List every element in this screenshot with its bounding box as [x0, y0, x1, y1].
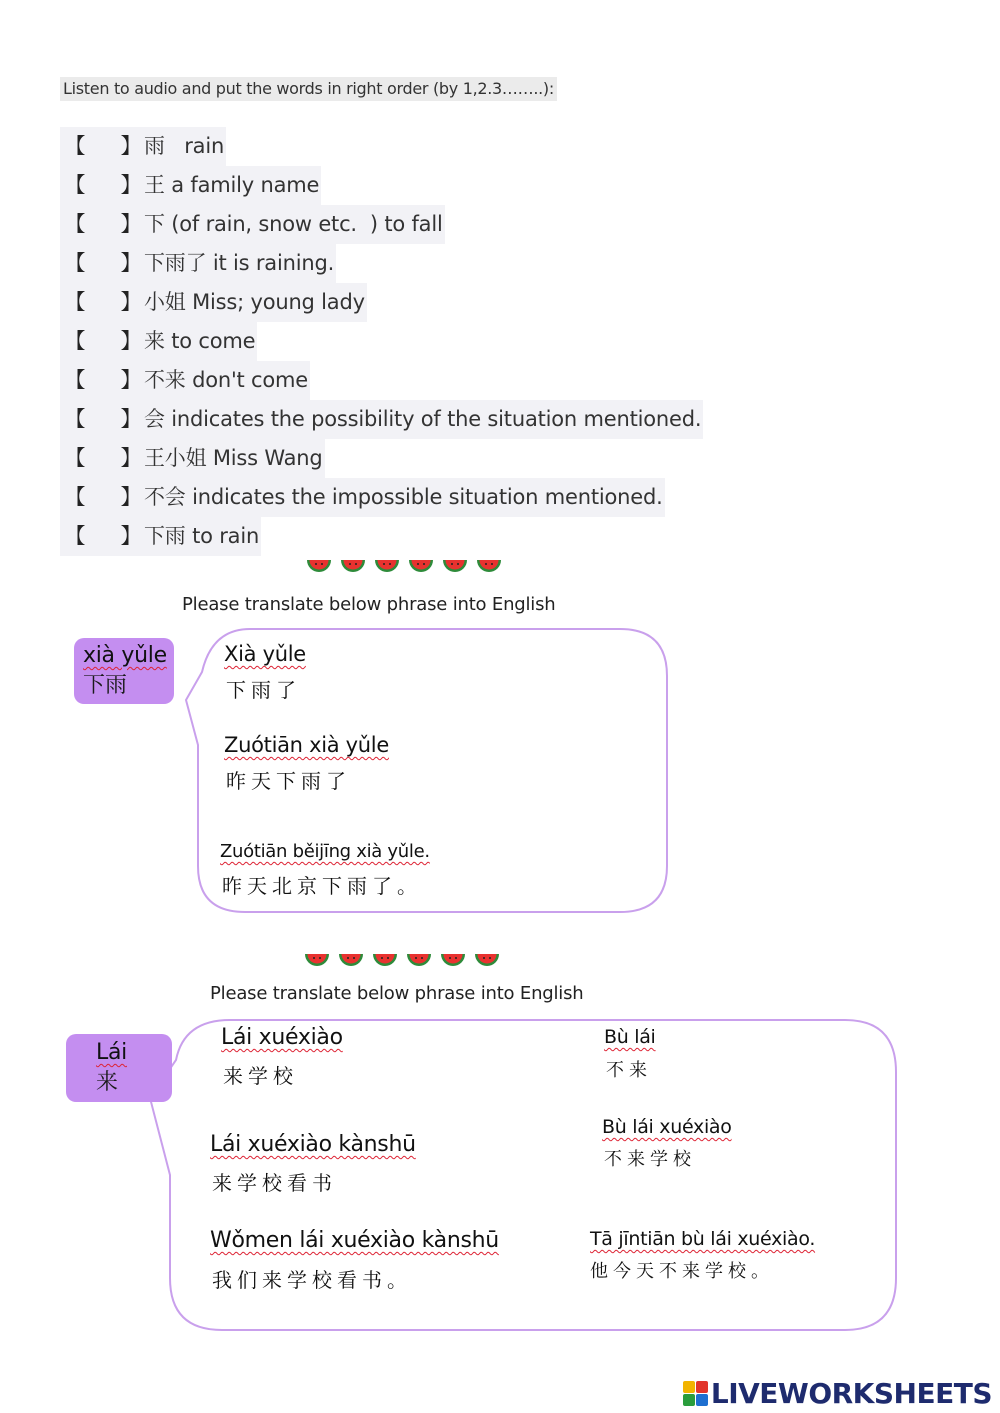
right-bracket: 】: [120, 524, 142, 548]
phrase-pinyin: Bù lái: [604, 1026, 656, 1048]
left-bracket: 【: [64, 407, 86, 431]
left-bracket: 【: [64, 134, 86, 158]
vocab-text: 下雨 to rain: [144, 524, 260, 548]
tag-pinyin: xià yǔle: [83, 643, 167, 668]
tag-pinyin: Lái: [96, 1040, 127, 1065]
right-bracket: 】: [120, 485, 142, 509]
left-bracket: 【: [64, 446, 86, 470]
phrase-pinyin: Bù lái xuéxiào: [602, 1116, 732, 1138]
phrase-chinese: 来学校: [223, 1064, 298, 1088]
right-bracket: 】: [120, 290, 142, 314]
phrase-pinyin: Zuótiān běijīng xià yǔle.: [220, 841, 430, 862]
left-bracket: 【: [64, 212, 86, 236]
vocab-text: 王 a family name: [144, 173, 320, 197]
phrase-chinese: 昨天北京下雨了。: [222, 874, 422, 898]
phrase-chinese: 他今天不来学校。: [590, 1261, 774, 1282]
phrase-pinyin: Zuótiān xià yǔle: [224, 733, 389, 757]
right-bracket: 】: [120, 173, 142, 197]
watermelon-icon: [305, 954, 329, 966]
phrase-pinyin: Lái xuéxiào: [221, 1025, 343, 1050]
phrase-chinese: 来学校看书: [212, 1171, 337, 1195]
section2-prompt: Please translate below phrase into English: [210, 983, 584, 1004]
instruction-text: Listen to audio and put the words in right order (by 1,2.3……..):: [60, 77, 557, 101]
vocab-text: 下 (of rain, snow etc. ) to fall: [144, 212, 443, 236]
phrase-pinyin: Xià yǔle: [224, 642, 306, 666]
right-bracket: 】: [120, 134, 142, 158]
vocab-text: 王小姐 Miss Wang: [144, 446, 323, 470]
watermelon-icon: [441, 954, 465, 966]
phrase-chinese: 下雨了: [226, 678, 301, 702]
vocab-text: 下雨了 it is raining.: [144, 251, 335, 275]
right-bracket: 】: [120, 212, 142, 236]
liveworksheets-logo-icon: [683, 1381, 709, 1407]
vocab-text: 小姐 Miss; young lady: [144, 290, 365, 314]
watermelon-icon: [373, 954, 397, 966]
section1-prompt: Please translate below phrase into English: [182, 594, 556, 615]
section1-tag: [74, 638, 174, 704]
phrase-chinese: 不来学校: [604, 1149, 696, 1170]
section2-tag: [66, 1034, 172, 1102]
left-bracket: 【: [64, 485, 86, 509]
vocab-text: 会 indicates the possibility of the situation mentioned.: [144, 407, 702, 431]
phrase-chinese: 我们来学校看书。: [212, 1268, 412, 1292]
right-bracket: 】: [120, 368, 142, 392]
phrase-chinese: 昨天下雨了: [226, 769, 351, 793]
left-bracket: 【: [64, 368, 86, 392]
phrase-pinyin: Wǒmen lái xuéxiào kànshū: [210, 1228, 499, 1253]
vocab-text: 雨 rain: [144, 134, 225, 158]
right-bracket: 】: [120, 446, 142, 470]
watermelon-icon: [339, 954, 363, 966]
left-bracket: 【: [64, 251, 86, 275]
tag-chinese: 来: [96, 1070, 119, 1095]
watermelon-divider: [303, 950, 503, 970]
left-bracket: 【: [64, 329, 86, 353]
phrase-chinese: 不来: [606, 1060, 652, 1081]
phrase-pinyin: Lái xuéxiào kànshū: [210, 1132, 416, 1157]
vocab-text: 来 to come: [144, 329, 256, 353]
tag-chinese: 下雨: [83, 673, 128, 698]
logo-text: LIVEWORKSHEETS: [710, 1377, 992, 1410]
vocab-text: 不来 don't come: [144, 368, 309, 392]
watermelon-icon: [475, 954, 499, 966]
right-bracket: 】: [120, 251, 142, 275]
phrase-pinyin: Tā jīntiān bù lái xuéxiào.: [590, 1228, 816, 1250]
right-bracket: 】: [120, 329, 142, 353]
liveworksheets-logo[interactable]: [683, 1377, 992, 1410]
left-bracket: 【: [64, 290, 86, 314]
left-bracket: 【: [64, 173, 86, 197]
right-bracket: 】: [120, 407, 142, 431]
left-bracket: 【: [64, 524, 86, 548]
vocab-text: 不会 indicates the impossible situation mentioned.: [144, 485, 663, 509]
watermelon-icon: [407, 954, 431, 966]
